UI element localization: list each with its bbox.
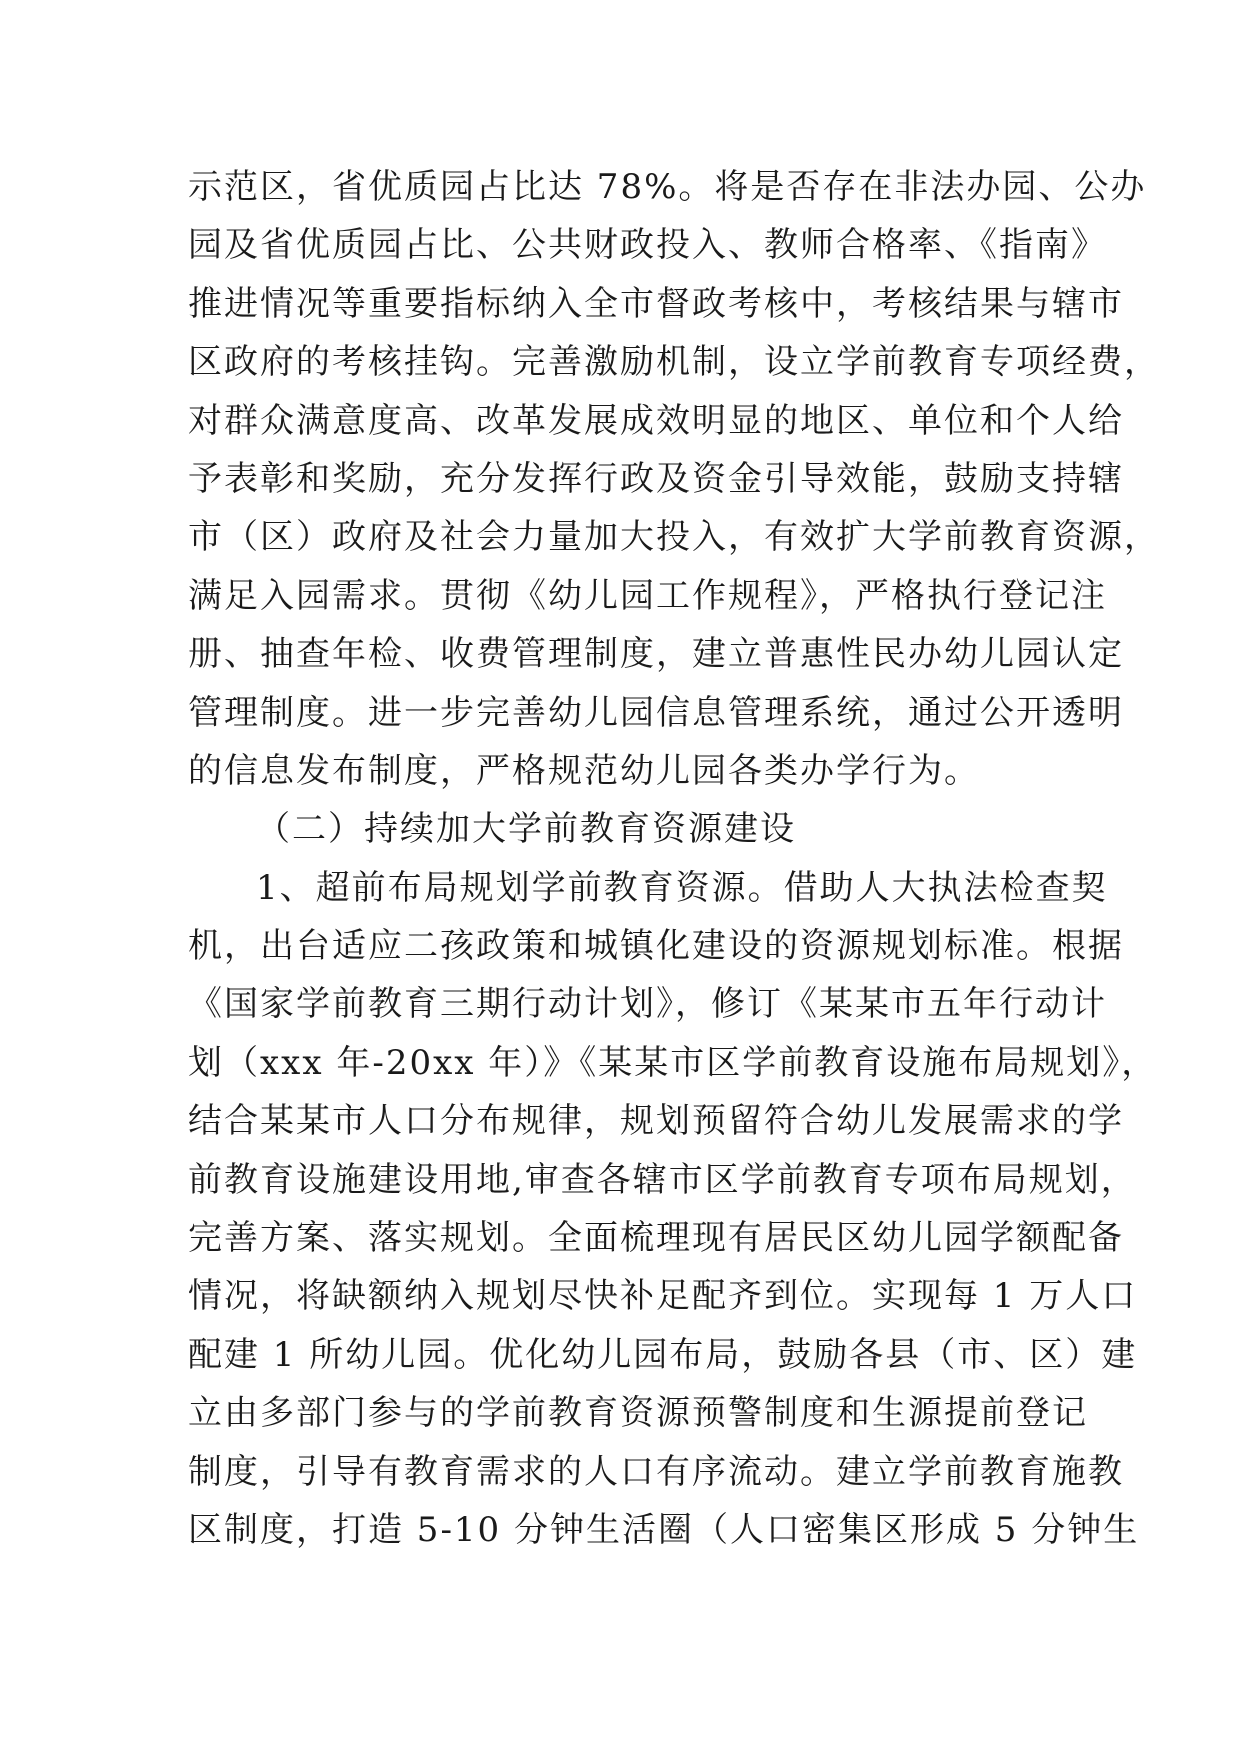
text-line: 的信息发布制度，严格规范幼儿园各类办学行为。 — [188, 750, 980, 791]
text-line: 划（xxx 年-20xx 年）》《某某市区学前教育设施布局规划》， — [188, 1042, 1158, 1083]
section-heading: （二）持续加大学前教育资源建设 — [256, 809, 796, 850]
text-line: 园及省优质园占比、公共财政投入、教师合格率、《指南》 — [188, 225, 1107, 266]
text-line: 情况，将缺额纳入规划尽快补足配齐到位。实现每 1 万人口 — [188, 1276, 1138, 1317]
text-line: 前教育设施建设用地,审查各辖市区学前教育专项布局规划， — [188, 1159, 1137, 1200]
text-line: 予表彰和奖励，充分发挥行政及资金引导效能，鼓励支持辖 — [188, 458, 1124, 499]
text-line: 1、超前布局规划学前教育资源。借助人大执法检查契 — [256, 867, 1108, 908]
text-line: 区政府的考核挂钩。完善激励机制，设立学前教育专项经费， — [188, 342, 1160, 383]
text-line: 制度，引导有教育需求的人口有序流动。建立学前教育施教 — [188, 1451, 1124, 1492]
text-line: 《国家学前教育三期行动计划》，修订《某某市五年行动计 — [188, 984, 1107, 1025]
text-line: 册、抽查年检、收费管理制度，建立普惠性民办幼儿园认定 — [188, 634, 1124, 675]
paragraph-2 — [188, 859, 1158, 1560]
text-line: 示范区，省优质园占比达 78%。将是否存在非法办园、公办 — [188, 167, 1147, 207]
text-line: 推进情况等重要指标纳入全市督政考核中，考核结果与辖市 — [188, 283, 1124, 324]
text-line: 对群众满意度高、改革发展成效明显的地区、单位和个人给 — [188, 400, 1124, 441]
text-line: 管理制度。进一步完善幼儿园信息管理系统，通过公开透明 — [188, 692, 1124, 733]
document-body — [188, 158, 1160, 1559]
text-line: 立由多部门参与的学前教育资源预警制度和生源提前登记 — [188, 1393, 1088, 1434]
text-line: 配建 1 所幼儿园。优化幼儿园布局，鼓励各县（市、区）建 — [188, 1334, 1138, 1375]
text-line: 满足入园需求。贯彻《幼儿园工作规程》，严格执行登记注 — [188, 575, 1107, 616]
text-line: 区制度，打造 5-10 分钟生活圈（人口密集区形成 5 分钟生 — [188, 1509, 1140, 1550]
text-line: 机，出台适应二孩政策和城镇化建设的资源规划标准。根据 — [188, 926, 1124, 967]
text-line: 完善方案、落实规划。全面梳理现有居民区幼儿园学额配备 — [188, 1218, 1124, 1259]
text-line: 市（区）政府及社会力量加大投入，有效扩大学前教育资源， — [188, 517, 1160, 558]
paragraph-1 — [188, 158, 1160, 800]
text-line: 结合某某市人口分布规律，规划预留符合幼儿发展需求的学 — [188, 1101, 1124, 1142]
